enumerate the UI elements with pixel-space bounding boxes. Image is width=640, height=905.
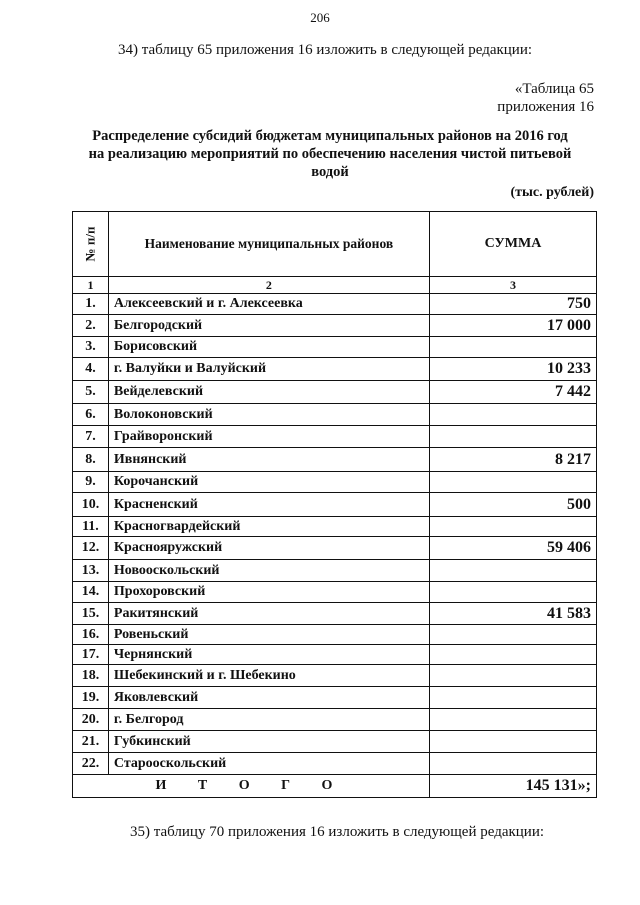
row-sum-cell: 41 583 [429,603,596,625]
table-row [73,645,597,665]
table-row [73,625,597,645]
table-row [73,537,597,560]
table-row [73,472,597,493]
row-number-cell: 9. [73,472,109,493]
row-sum-cell [429,625,596,645]
row-sum-cell [429,645,596,665]
row-sum-cell [429,731,596,753]
row-number-cell: 22. [73,753,109,775]
document-title [70,127,590,181]
footer-text: 35) таблицу 70 приложения 16 изложить в следующей редакции: [130,824,545,840]
row-name-cell: Грайворонский [108,426,429,448]
row-sum-cell: 750 [429,294,596,315]
row-name-cell: Новооскольский [108,560,429,582]
index-cell: 1 [73,277,109,294]
index-cell: 2 [108,277,429,294]
subsidy-table [72,211,597,798]
row-sum-cell [429,517,596,537]
row-name-cell: Ракитянский [108,603,429,625]
row-name-cell: г. Валуйки и Валуйский [108,358,429,381]
title-line3: водой [311,164,349,180]
row-name-cell: Алексеевский и г. Алексеевка [108,294,429,315]
row-name-cell: Корочанский [108,472,429,493]
row-number-cell: 8. [73,448,109,472]
table-row [73,404,597,426]
total-row [73,775,597,798]
row-name-cell: Красногвардейский [108,517,429,537]
row-name-cell: Яковлевский [108,687,429,709]
row-name-cell: г. Белгород [108,709,429,731]
table-row [73,448,597,472]
row-name-cell: Краснояружский [108,537,429,560]
index-cell: 3 [429,277,596,294]
row-number-cell: 17. [73,645,109,665]
table-row [73,603,597,625]
row-sum-cell: 8 217 [429,448,596,472]
row-number-cell: 14. [73,582,109,603]
row-sum-cell: 17 000 [429,315,596,337]
page-number: 206 [310,10,330,25]
table-row [73,381,597,404]
row-sum-cell [429,426,596,448]
row-name-cell: Волоконовский [108,404,429,426]
row-sum-cell: 7 442 [429,381,596,404]
table-row [73,709,597,731]
row-number-cell: 19. [73,687,109,709]
table-row [73,517,597,537]
header-sum: СУММА [429,212,596,277]
table-row [73,294,597,315]
row-number-cell: 16. [73,625,109,645]
row-number-cell: 20. [73,709,109,731]
table-row [73,426,597,448]
row-number-cell: 12. [73,537,109,560]
row-number-cell: 6. [73,404,109,426]
row-number-cell: 15. [73,603,109,625]
header-num-label: № п/п [82,226,98,261]
row-name-cell: Чернянский [108,645,429,665]
row-number-cell: 7. [73,426,109,448]
row-number-cell: 18. [73,665,109,687]
row-name-cell: Старооскольский [108,753,429,775]
row-number-cell: 1. [73,294,109,315]
table-reference [497,80,594,116]
header-row [73,212,597,277]
row-name-cell: Ровеньский [108,625,429,645]
row-sum-cell: 59 406 [429,537,596,560]
table-row [73,687,597,709]
intro-text: 34) таблицу 65 приложения 16 изложить в следующей редакции: [118,42,533,58]
row-sum-cell [429,687,596,709]
row-name-cell: Вейделевский [108,381,429,404]
row-name-cell: Белгородский [108,315,429,337]
header-name: Наименование муниципальных районов [108,212,429,277]
table-row [73,337,597,358]
header-num [73,212,109,277]
table-row [73,753,597,775]
row-sum-cell: 500 [429,493,596,517]
row-name-cell: Прохоровский [108,582,429,603]
table-row [73,582,597,603]
row-sum-cell: 10 233 [429,358,596,381]
table-row [73,315,597,337]
table-row [73,665,597,687]
total-value: 145 131»; [429,775,596,798]
row-sum-cell [429,337,596,358]
table-row [73,358,597,381]
row-sum-cell [429,582,596,603]
index-row [73,277,597,294]
row-number-cell: 2. [73,315,109,337]
row-name-cell: Красненский [108,493,429,517]
row-number-cell: 10. [73,493,109,517]
total-label: И Т О Г О [73,775,430,798]
table-ref-line1: «Таблица 65 [514,81,594,97]
row-sum-cell [429,709,596,731]
title-line2: на реализацию мероприятий по обеспечению населения чистой питьевой [88,146,572,162]
row-number-cell: 5. [73,381,109,404]
table-ref-line2: приложения 16 [497,99,594,115]
row-name-cell: Шебекинский и г. Шебекино [108,665,429,687]
row-sum-cell [429,665,596,687]
row-name-cell: Губкинский [108,731,429,753]
row-number-cell: 13. [73,560,109,582]
table-row [73,731,597,753]
row-name-cell: Ивнянский [108,448,429,472]
row-number-cell: 21. [73,731,109,753]
row-sum-cell [429,404,596,426]
table-row [73,560,597,582]
row-number-cell: 11. [73,517,109,537]
units-label: (тыс. рублей) [510,185,594,200]
row-name-cell: Борисовский [108,337,429,358]
row-number-cell: 3. [73,337,109,358]
row-number-cell: 4. [73,358,109,381]
row-sum-cell [429,753,596,775]
row-sum-cell [429,560,596,582]
table-row [73,493,597,517]
title-line1: Распределение субсидий бюджетам муниципальных районов на 2016 год [92,128,568,144]
row-sum-cell [429,472,596,493]
table-body [73,294,597,775]
